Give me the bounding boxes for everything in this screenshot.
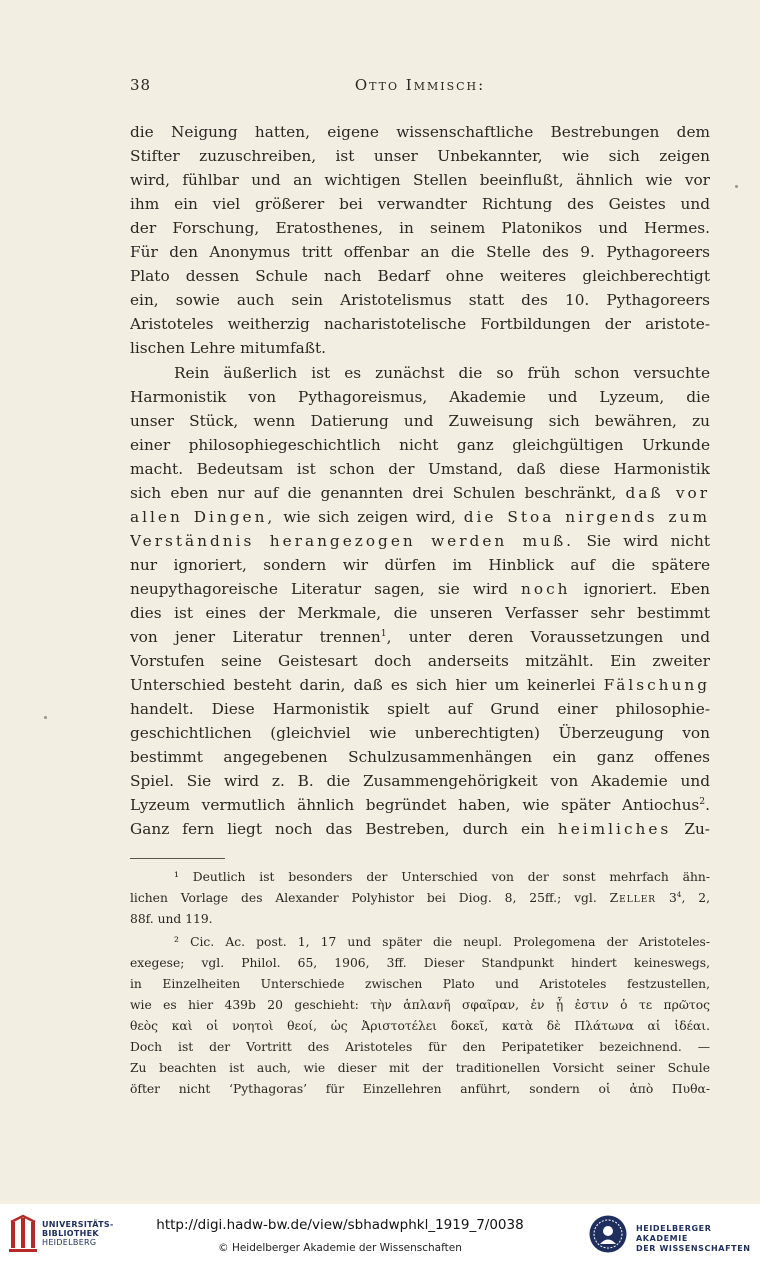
footnote-line: ¹ Deutlich ist besonders der Unterschied von der sonst mehrfach ähn- [174,870,710,884]
body-line: Lyzeum vermutlich ähnlich begründet haben, wie später Antiochus$^2$. [130,795,710,814]
footnote-line: wie es hier 439b 20 geschieht: τὴν ἁπλανῆ σφαῖραν, ἐν ᾗ ἐστιν ὁ τε πρῶτος [130,998,710,1012]
university-library-logo-icon [8,1214,38,1254]
body-line: Harmonistik von Pythagoreismus, Akademie und Lyzeum, die [130,388,710,406]
spaced-emphasis: Verständnis herangezogen werden muß. [130,532,575,550]
viewer-footer [0,1204,760,1262]
footnote-rule [130,858,225,859]
academy-name: HEIDELBERGER AKADEMIE DER WISSENSCHAFTEN [636,1224,751,1253]
footnote-ref: 2 [699,795,706,807]
body-line: die Neigung hatten, eigene wissenschaftliche Bestrebungen dem [130,123,710,141]
footnote-line: θεὸς καὶ οἱ νοητοὶ θεοί, ὡς Ἀριστοτέλει δοκεῖ, κατὰ δὲ Πλάτωνα αἱ ἰδέαι. [130,1019,710,1033]
footnote-line: in Einzelheiten Unterschiede zwischen Plato und Aristoteles festzustellen, [130,977,710,991]
body-line: Unterschied besteht darin, daß es sich hier um keinerlei Fälschung [130,676,710,694]
footnote-line: Zu beachten ist auch, wie dieser mit der traditionellen Vorsicht seiner Schule [130,1061,710,1075]
body-line: Stifter zuzuschreiben, ist unser Unbekannter, wie sich zeigen [130,147,710,165]
spaced-emphasis: daß vor [625,484,710,502]
body-line: macht. Bedeutsam ist schon der Umstand, daß diese Harmonistik [130,460,710,478]
footnote-line: ² Cic. Ac. post. 1, 17 und später die neupl. Prolegomena der Aristoteles- [174,935,710,949]
body-line: nur ignoriert, sondern wir dürfen im Hinblick auf die spätere [130,556,710,574]
body-line: geschichtlichen (gleichviel wie unberechtigten) Überzeugung von [130,724,710,742]
body-line: unser Stück, wenn Datierung und Zuweisung sich bewähren, zu [130,412,710,430]
spaced-emphasis: Fälschung [603,676,710,694]
body-line: wird, fühlbar und an wichtigen Stellen beeinflußt, ähnlich wie vor [130,171,710,189]
spaced-emphasis: heimliches [557,820,672,838]
footnote-line: Doch ist der Vortritt des Aristoteles für den Peripatetiker bezeichnend. — [130,1040,710,1054]
body-line: Plato dessen Schule nach Bedarf ohne weiteres gleichberechtigt [130,267,710,285]
body-line: sich eben nur auf die genannten drei Schulen beschränkt, daß vor [130,484,710,502]
page-number: 38 [130,76,152,94]
permalink-url[interactable]: http://digi.hadw-bw.de/view/sbhadwphkl_1919_7/0038 [156,1217,524,1233]
body-line: Ganz fern liegt noch das Bestreben, durch ein heimliches Zu- [130,820,710,838]
body-line: ihm ein viel größerer bei verwandter Richtung des Geistes und [130,195,710,213]
body-line: Verständnis herangezogen werden muß. Sie wird nicht [130,532,710,550]
body-line: allen Dingen, wie sich zeigen wird, die Stoa nirgends zum [130,508,710,526]
academy-seal-icon [588,1214,628,1254]
body-line: der Forschung, Eratosthenes, in seinem Platonikos und Hermes. [130,219,710,237]
body-line: bestimmt angegebenen Schulzusammenhängen ein ganz offenes [130,748,710,766]
body-line: handelt. Diese Harmonistik spielt auf Grund einer philosophie- [130,700,710,718]
body-line: einer philosophiegeschichtlich nicht ganz gleichgültigen Urkunde [130,436,710,454]
body-line: Vorstufen seine Geistesart doch anderseits mitzählt. Ein zweiter [130,652,710,670]
body-line: Rein äußerlich ist es zunächst die so früh schon versuchte [174,364,710,382]
body-line: von jener Literatur trennen$^1$, unter deren Voraussetzungen und [130,627,710,646]
paper-speck [735,185,738,188]
footnote-ref: 1 [380,627,387,639]
body-line: Aristoteles weitherzig nacharistotelische Fortbildungen der aristote- [130,315,710,333]
body-line: neupythagoreische Literatur sagen, sie wird noch ignoriert. Eben [130,580,710,598]
body-line: dies ist eines der Merkmale, die unseren Verfasser sehr bestimmt [130,604,710,622]
running-head: Otto Immisch: [354,76,486,94]
copyright-notice: © Heidelberger Akademie der Wissenschaften [218,1242,462,1254]
spaced-emphasis: allen Dingen, [130,508,276,526]
footnote-line: öfter nicht ‘Pythagoras’ für Einzellehren anführt, sondern οἱ ἀπὸ Πυθα- [130,1082,710,1096]
body-line: Für den Anonymus tritt offenbar an die Stelle des 9. Pythagoreers [130,243,710,261]
spaced-emphasis: die Stoa nirgends zum [463,508,710,526]
page-header [130,76,710,98]
footnote-line: lichen Vorlage des Alexander Polyhistor bei Diog. 8, 25ff.; vgl. Zeller $3^4$, 2, [130,889,710,905]
body-line: Spiel. Sie wird z. B. die Zusammengehörigkeit von Akademie und [130,772,710,790]
university-library-name: UNIVERSITÄTS- BIBLIOTHEK HEIDELBERG [42,1220,114,1247]
paper-speck [44,716,47,719]
body-line: ein, sowie auch sein Aristotelismus statt des 10. Pythagoreers [130,291,710,309]
footnote-line: 88f. und 119. [130,912,213,926]
spaced-emphasis: noch [521,580,571,598]
footnote-line: exegese; vgl. Philol. 65, 1906, 3ff. Dieser Standpunkt hindert keineswegs, [130,956,710,970]
body-line: lischen Lehre mitumfaßt. [130,339,327,357]
